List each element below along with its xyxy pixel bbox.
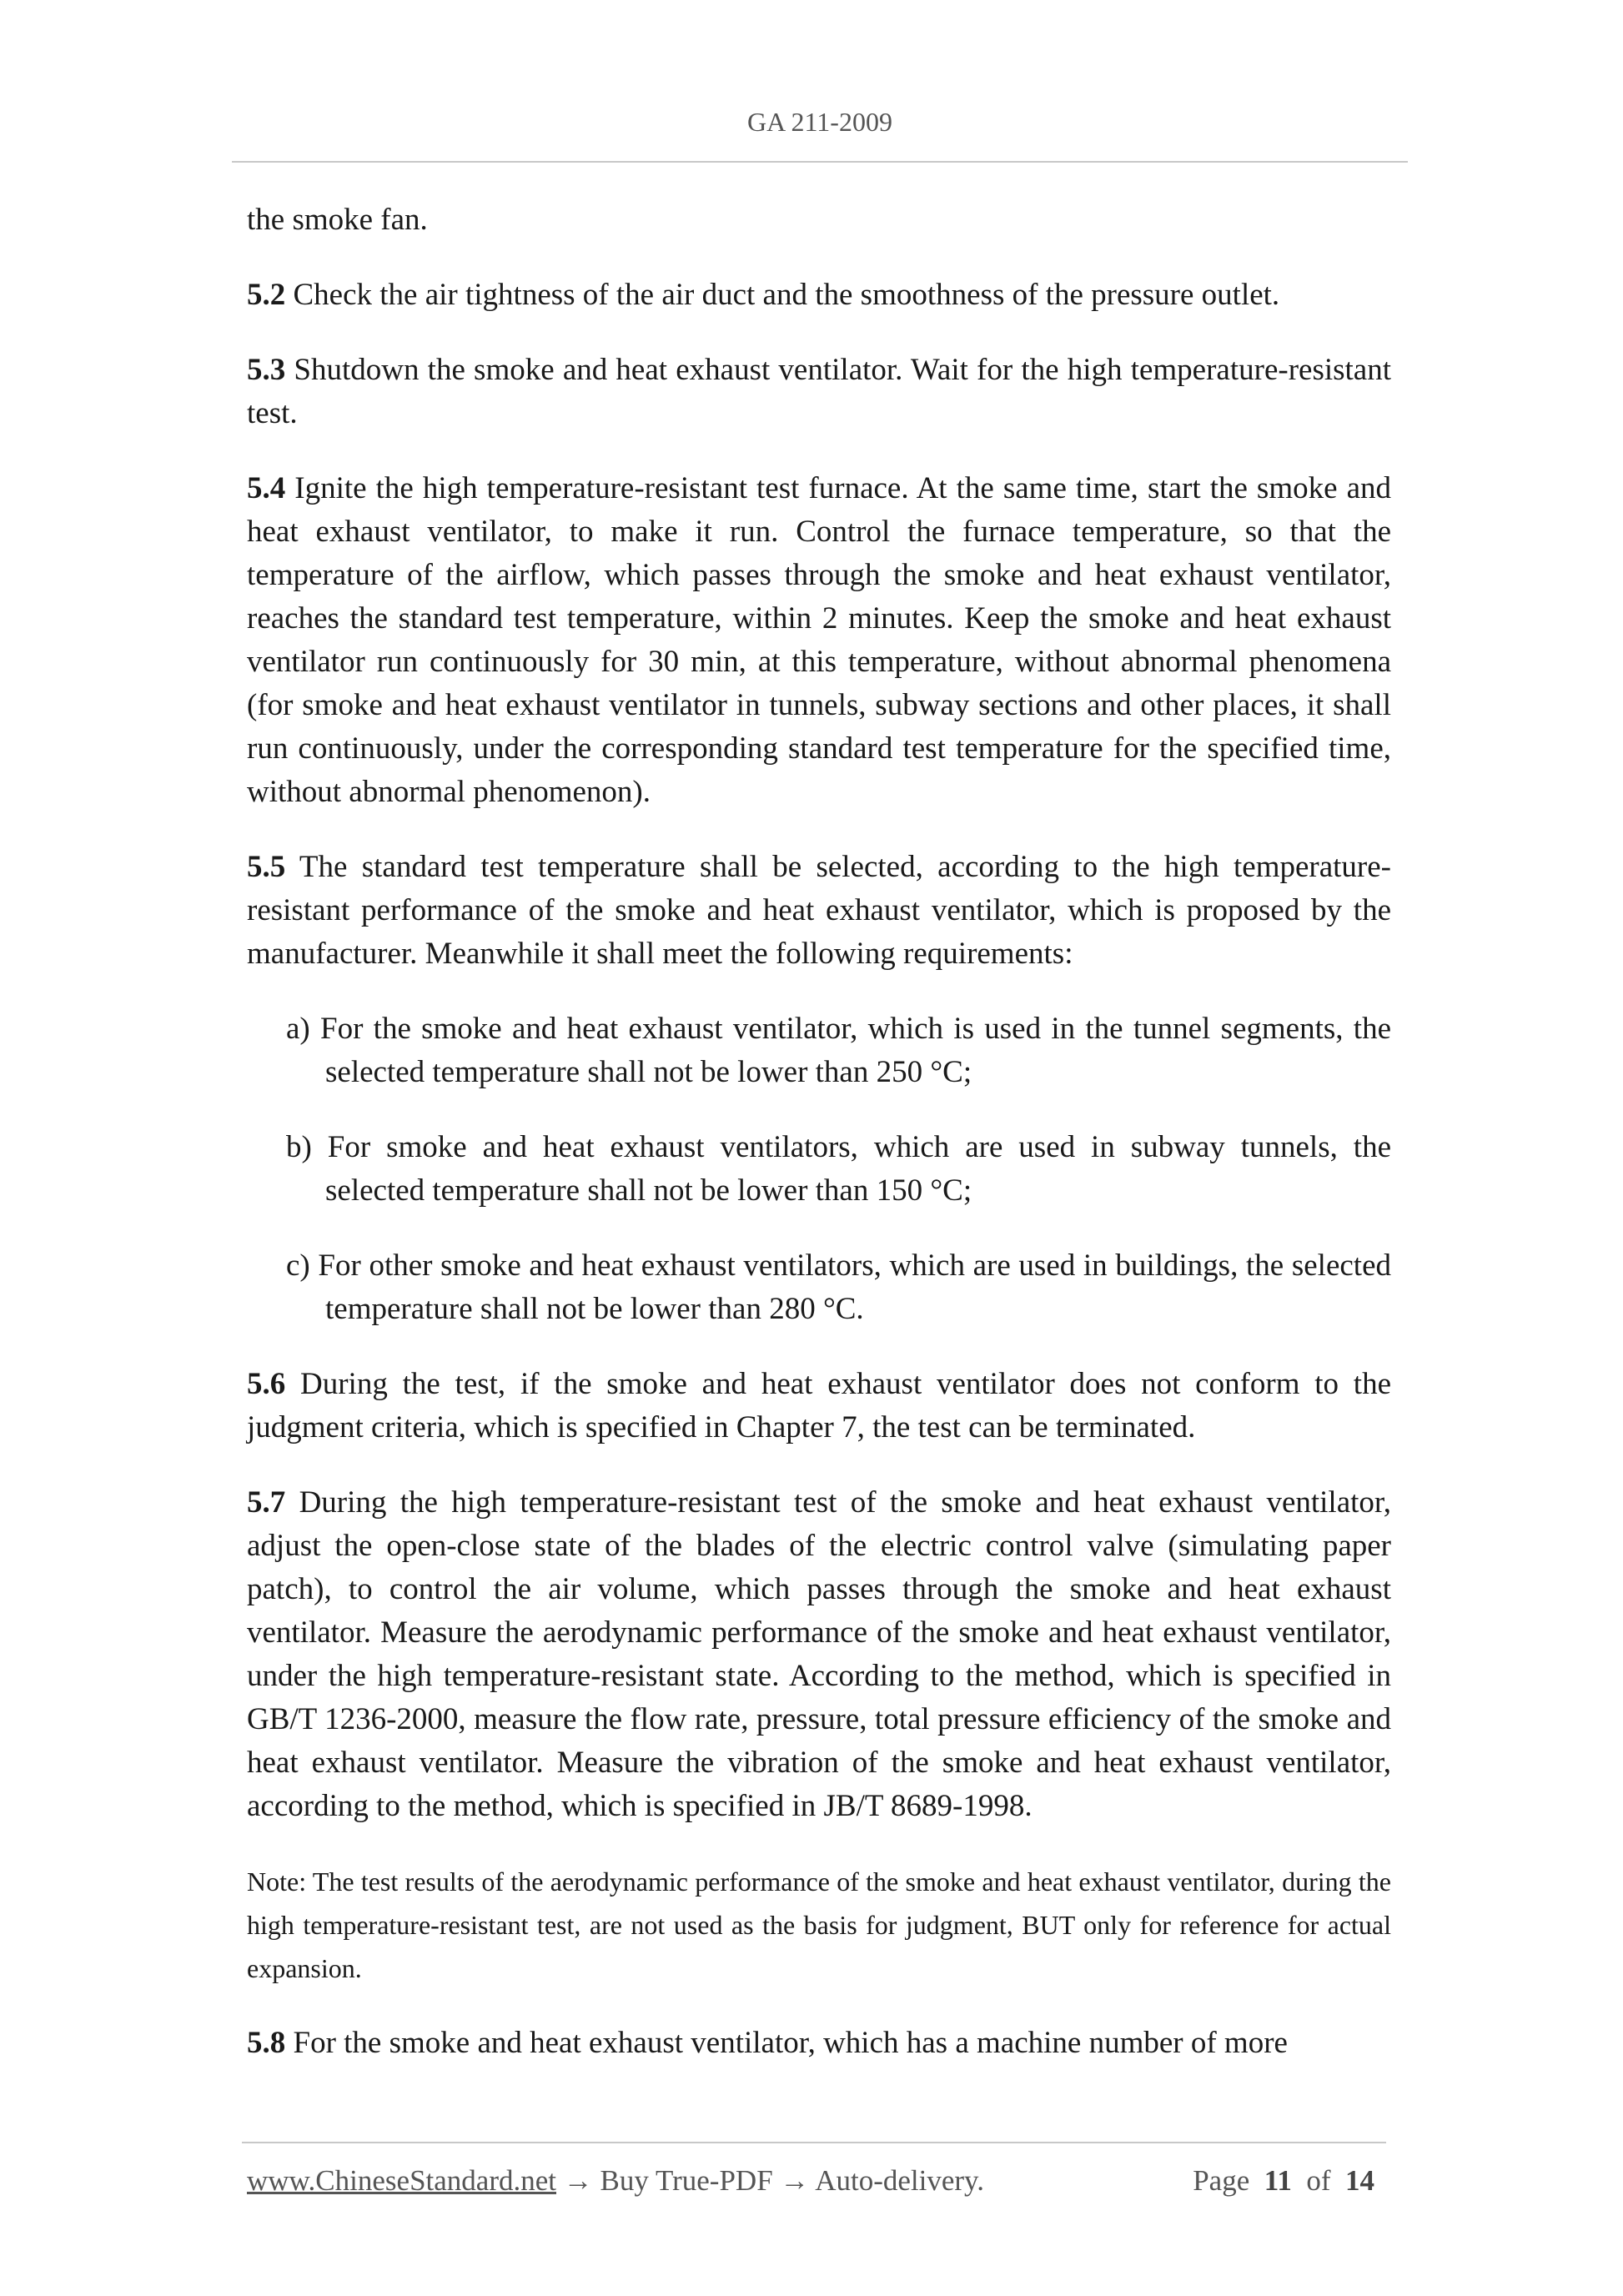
page-body — [247, 198, 1391, 2065]
website-link[interactable]: www.ChineseStandard.net — [247, 2164, 556, 2197]
clause-text: Shutdown the smoke and heat exhaust ventilator. Wait for the high temperature-resistant test. — [247, 353, 1391, 430]
list-item-c: c) For other smoke and heat exhaust ventilators, which are used in buildings, the selected temperature shall not be lower than 280 °C. — [286, 1248, 1391, 1326]
document-code-header: GA 211-2009 — [747, 107, 892, 137]
clause-number: 5.7 — [247, 1485, 286, 1520]
page-counter — [1193, 2164, 1374, 2198]
footer-tagline: → Buy True-PDF → Auto-delivery. — [556, 2164, 985, 2197]
clause-number: 5.5 — [247, 850, 286, 884]
clause-5-2 — [247, 274, 1391, 317]
header-divider — [232, 161, 1408, 163]
clause-5-6 — [247, 1363, 1391, 1449]
clause-5-4 — [247, 467, 1391, 814]
of-word: of — [1306, 2164, 1331, 2197]
total-pages-number: 14 — [1345, 2164, 1374, 2197]
clause-5-8 — [247, 2022, 1391, 2065]
clause-number: 5.2 — [247, 278, 286, 312]
clause-number: 5.3 — [247, 353, 286, 387]
page-word: Page — [1193, 2164, 1250, 2197]
clause-text: During the test, if the smoke and heat exhaust ventilator does not conform to the judgment criteria, which is specified in Chapter 7, the test can be terminated. — [247, 1367, 1391, 1444]
clause-text: The standard test temperature shall be selected, according to the high temperature-resistant performance of the smoke and heat exhaust ventilator, which is proposed by the manufacturer. Meanwhile it shall meet the following requirements: — [247, 850, 1391, 971]
clause-5-7 — [247, 1481, 1391, 1828]
list-item-a: a) For the smoke and heat exhaust ventilator, which is used in the tunnel segments, the selected temperature shall not be lower than 250 °C; — [286, 1012, 1391, 1089]
clause-number: 5.4 — [247, 471, 286, 505]
clause-number: 5.6 — [247, 1367, 286, 1401]
paragraph-intro: the smoke fan. — [247, 203, 428, 237]
clause-number: 5.8 — [247, 2026, 286, 2060]
clause-5-5 — [247, 846, 1391, 976]
page-footer — [247, 2164, 1381, 2198]
note: Note: The test results of the aerodynamic performance of the smoke and heat exhaust ventilator, during the high temperature-resistant test, are not used as the basis for judgment, BUT only for reference for actual expansion. — [247, 1866, 1391, 1983]
current-page-number: 11 — [1264, 2164, 1292, 2197]
clause-5-3 — [247, 349, 1391, 435]
clause-text: Ignite the high temperature-resistant test furnace. At the same time, start the smoke and heat exhaust ventilator, to make it run. Control the furnace temperature, so that the temperature of the airflow, which passes through the smoke and heat exhaust ventilator, reaches the standard test temperature, within 2 minutes. Keep the smoke and heat exhaust ventilator run continuously for 30 min, at this temperature, without abnormal phenomena (for smoke and heat exhaust ventilator in tunnels, subway sections and other places, it shall run continuously, under the corresponding standard test temperature for the specified time, without abnormal phenomenon). — [247, 471, 1391, 809]
clause-text: Check the air tightness of the air duct and the smoothness of the pressure outlet. — [285, 278, 1280, 312]
list-item-b: b) For smoke and heat exhaust ventilators, which are used in subway tunnels, the selected temperature shall not be lower than 150 °C; — [286, 1130, 1391, 1208]
footer-divider — [242, 2142, 1386, 2143]
clause-text: During the high temperature-resistant test of the smoke and heat exhaust ventilator, adjust the open-close state of the blades of the electric control valve (simulating paper patch), to control the air volume, which passes through the smoke and heat exhaust ventilator. Measure the aerodynamic performance of the smoke and heat exhaust ventilator, under the high temperature-resistant state. According to the method, which is specified in GB/T 1236-2000, measure the flow rate, pressure, total pressure efficiency of the smoke and heat exhaust ventilator. Measure the vibration of the smoke and heat exhaust ventilator, according to the method, which is specified in JB/T 8689-1998. — [247, 1485, 1391, 1823]
clause-text: For the smoke and heat exhaust ventilator, which has a machine number of more — [285, 2026, 1288, 2060]
